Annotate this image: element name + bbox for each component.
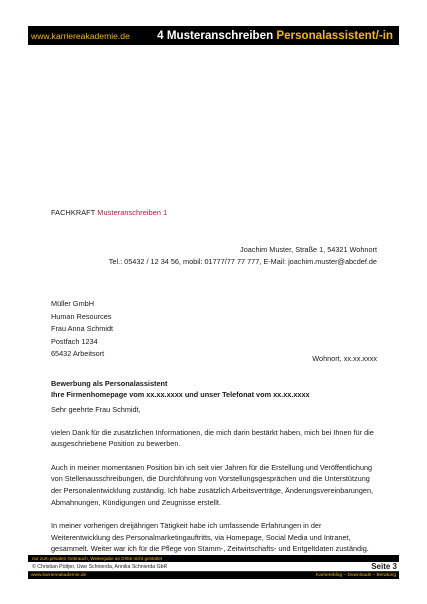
page-number: Seite 3 — [371, 562, 397, 571]
subject-block — [51, 378, 310, 400]
letter-body — [51, 404, 378, 567]
paragraph-1: vielen Dank für die zusätzlichen Informationen, die mich darin bestärkt haben, mich bei Ihnen für die ausgeschriebene Position zu bewerben. — [51, 427, 374, 449]
document-title-highlight: Personalassistent/-in — [276, 29, 393, 42]
date-line: Wohnort, xx.xx.xxxx — [312, 354, 377, 363]
recipient-company: Müller GmbH — [51, 299, 94, 308]
sender-block — [109, 244, 377, 268]
sender-address: Joachim Muster, Straße 1, 54321 Wohnort — [240, 245, 377, 254]
document-title — [157, 29, 393, 42]
recipient-block — [51, 298, 113, 361]
recipient-postbox: Postfach 1234 — [51, 336, 98, 346]
category-line — [51, 208, 167, 217]
recipient-contact: Frau Anna Schmidt — [51, 324, 114, 333]
paragraph-3: In meiner vorherigen dreijährigen Tätigkeit habe ich umfassende Erfahrungen in der Weiterentwicklung des Personalmarketingauftritts, via Homepage, Social Media und Intranet, gesammelt. Weiter war ich für die Pflege von Stamm-, Zeitwirtschafts- und Entgeltdaten zuständig. — [51, 521, 369, 554]
recipient-department: Human Resources — [51, 311, 112, 321]
subject-line-1: Bewerbung als Personalassistent — [51, 379, 168, 388]
footer-links[interactable]: Karriereblog – Downloads – Beratung — [316, 573, 396, 578]
header-site-link[interactable]: www.karriereakademie.de — [31, 30, 130, 41]
recipient-city: 65432 Arbeitsort — [51, 349, 105, 358]
greeting: Sehr geehrte Frau Schmidt, — [51, 405, 141, 414]
footer-usage-notice: nur zum privaten Gebrauch, Weitergabe an Dritte nicht gestattet — [28, 555, 399, 562]
footer-bar — [28, 572, 399, 579]
footer-copyright: © Christian Püttjer, Uwe Schnierda, Annika Schnierda GbR — [32, 564, 168, 570]
footer-site-link[interactable]: www.karriereakademie.de — [31, 573, 87, 578]
category-title: Musteranschreiben 1 — [97, 208, 168, 217]
page-header-bar — [28, 26, 399, 45]
paragraph-2: Auch in meiner momentanen Position bin ich seit vier Jahren für die Erstellung und Veröffentlichung von Stellenausschreibungen, die Durchführung von Vorstellungsgesprächen und die Unterstützung der Personalentwicklung zuständig. Ich habe zusätzlich Arbeitsverträge, Änderungsvereinbarungen, Abmahnungen, Kündigungen und Zeugnisse erstellt. — [51, 462, 374, 507]
subject-line-2: Ihre Firmenhomepage vom xx.xx.xxxx und unser Telefonat vom xx.xx.xxxx — [51, 390, 310, 399]
sender-contact: Tel.: 05432 / 12 34 56, mobil: 01777/77 77 777, E-Mail: joachim.muster@abcdef.de — [108, 257, 377, 266]
category-label: FACHKRAFT — [51, 208, 96, 217]
document-title-plain: 4 Musteranschreiben — [157, 29, 277, 42]
